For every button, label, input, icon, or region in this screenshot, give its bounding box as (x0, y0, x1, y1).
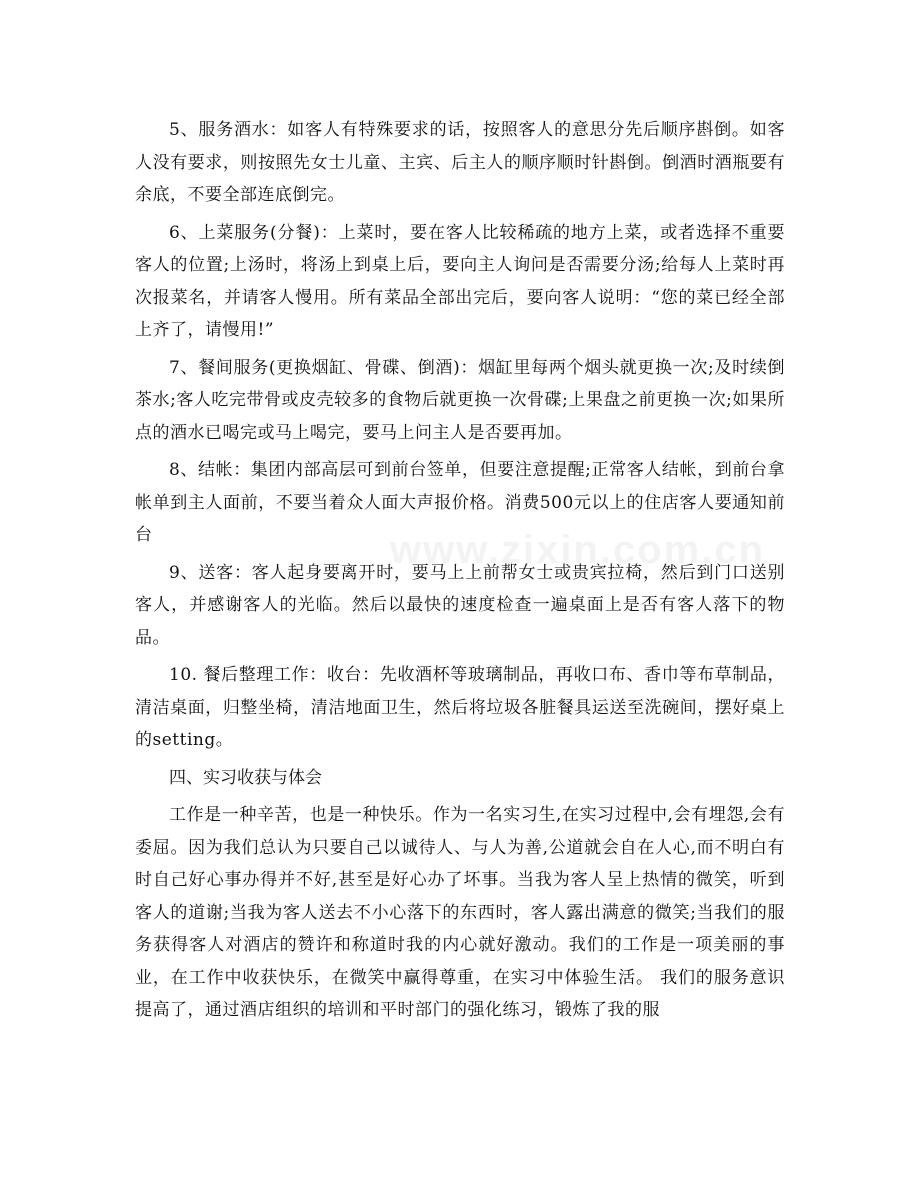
watermark: www.zixin.com.cn (390, 528, 766, 572)
paragraph-cleanup: 10. 餐后整理工作：收台：先收酒杯等玻璃制品，再收口布、香巾等布草制品，清洁桌面，归整坐椅，清洁地面卫生，然后将垃圾各脏餐具运送至洗碗间，摆好桌上的setting。 (135, 665, 785, 750)
section-heading: 四、实习收获与体会 (169, 767, 322, 788)
paragraph-serving-drinks: 5、服务酒水：如客人有特殊要求的话，按照客人的意思分先后顺序斟倒。如客人没有要求，则按照先女士儿童、主宾、后主人的顺序顺时针斟倒。倒酒时酒瓶要有余底，不要全部连底倒完。 (135, 120, 785, 205)
paragraph-seeing-off: 9、送客：客人起身要离开时，要马上上前帮女士或贵宾拉椅，然后到门口送别客人，并感谢客人的光临。然后以最快的速度检查一遍桌面上是否有客人落下的物品。 (135, 562, 785, 648)
paragraph-meal-service: 7、餐间服务(更换烟缸、骨碟、倒酒)：烟缸里每两个烟头就更换一次;及时续倒茶水;客人吃完带骨或皮壳较多的食物后就更换一次骨碟;上果盘之前更换一次;如果所点的酒水已喝完或马上喝完，要马上问主人是否要再加。 (135, 357, 785, 443)
paragraph-reflection: 工作是一种辛苦，也是一种快乐。作为一名实习生,在实习过程中,会有埋怨,会有委屈。因为我们总认为只要自己以诚待人、与人为善,公道就会自在人心,而不明白有时自己好心事办得并不好,甚至是好心办了坏事。当我为客人呈上热情的微笑，听到客人的道谢;当我为客人送去不小心落下的东西时，客人露出满意的微笑;当我们的服务获得客人对酒店的赞许和称道时我的内心就好激动。我们的工作是一项美丽的事业，在工作中收获快乐，在微笑中赢得尊重，在实习中体验生活。 我们的服务意识提高了，通过酒店组织的培训和平时部门的强化练习，锻炼了我的服 (135, 805, 785, 1020)
document-body (135, 114, 785, 1032)
paragraph-serving-dishes: 6、上菜服务(分餐)：上菜时，要在客人比较稀疏的地方上菜，或者选择不重要客人的位置;上汤时，将汤上到桌上后，要向主人询问是否需要分汤;给每人上菜时再次报菜名，并请客人慢用。所有菜品全部出完后，要向客人说明：“您的菜已经全部上齐了，请慢用!” (135, 222, 785, 340)
paragraph-checkout: 8、结帐：集团内部高层可到前台签单，但要注意提醒;正常客人结帐，到前台拿帐单到主人面前，不要当着众人面大声报价格。消费500元以上的住店客人要通知前台 (135, 460, 785, 545)
